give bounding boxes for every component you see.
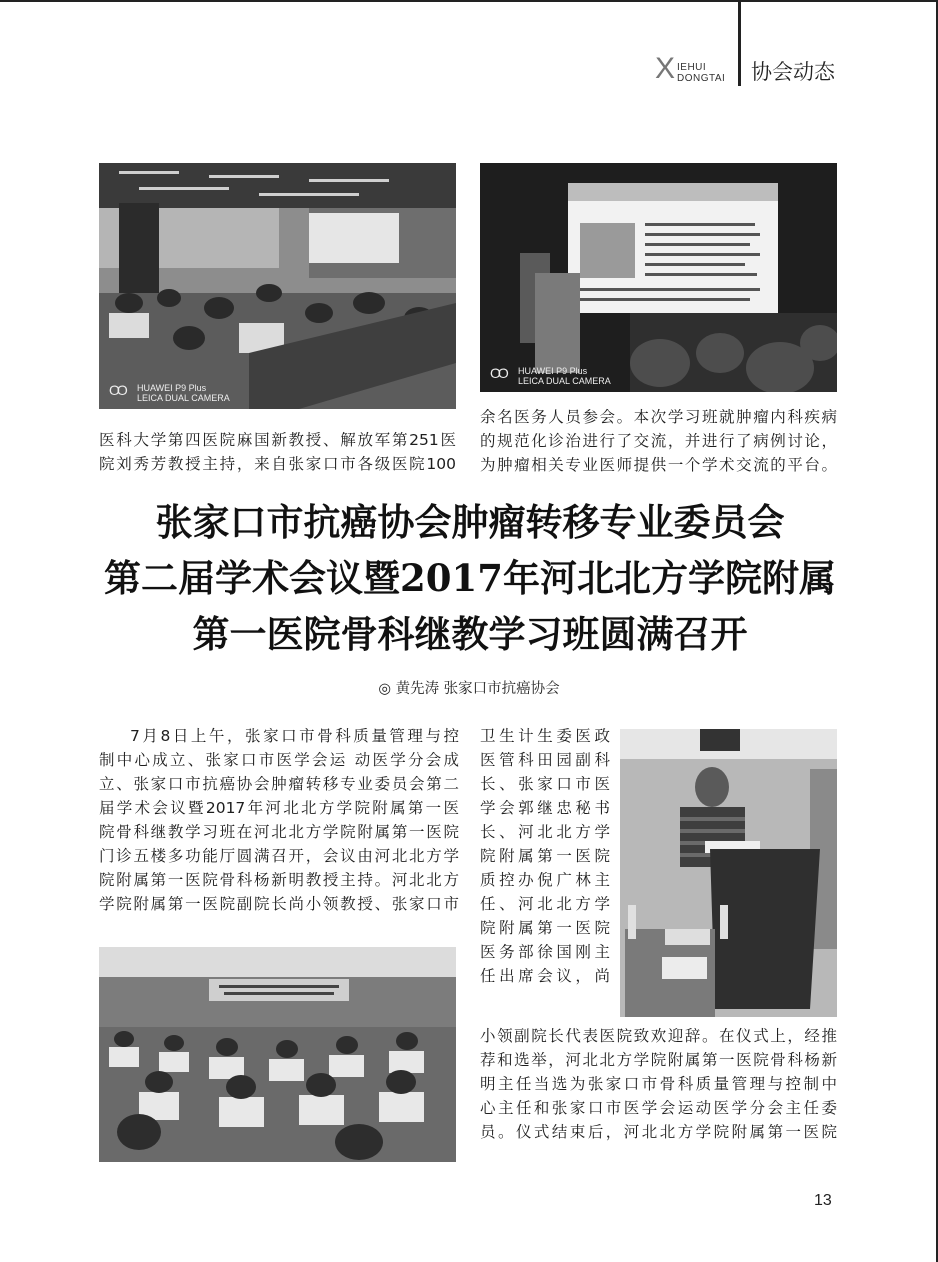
text-line: 心主任和张家口市医学会运动医学分会主任委 [480,1099,837,1117]
top-right-paragraph [480,405,837,477]
camera-line2: LEICA DUAL CAMERA [518,376,611,386]
text-line: 长、张家口市医 [480,775,610,793]
text-line: 小领副院长代表医院致欢迎辞。在仪式上，经推 [480,1027,837,1045]
logo-line1: IEHUI [677,62,707,73]
audience-photo [99,947,456,1162]
text-line: 门诊五楼多功能厅圆满召开，会议由河北北方学 [99,847,459,865]
text-line: 卫生计生委医政 [480,727,610,745]
text-line: 为肿瘤相关专业医师提供一个学术交流的平台。 [480,456,837,474]
section-title: 协会动态 [751,60,835,84]
camera-watermark [490,366,611,386]
text-line: 员。仪式结束后，河北北方学院附属第一医院 [480,1123,837,1141]
text-line: 7月8日上午，张家口市骨科质量管理与控 [130,727,459,745]
text-line: 明主任当选为张家口市骨科质量管理与控制中 [480,1075,837,1093]
article-author: ◎ 黄先涛 张家口市抗癌协会 [378,681,560,697]
text-line: 届学术会议暨2017年河北北方学院附属第一医 [99,799,459,817]
body-right-narrow-paragraph [480,724,610,988]
conference-room-photo [99,163,456,409]
expert-presentation-photo [480,163,837,392]
text-line: 余名医务人员参会。本次学习班就肿瘤内科疾病 [480,408,837,426]
text-line: 医科大学第四医院麻国新教授、解放军第251医 [99,431,456,449]
body-right-wide-paragraph [480,1024,837,1144]
text-line: 任出席会议，尚 [480,967,610,985]
top-left-paragraph [99,428,456,476]
header-divider [738,0,741,86]
text-line: 院骨科继教学习班在河北北方学院附属第一医院 [99,823,459,841]
logo-letter: X [655,52,676,85]
camera-rings-icon: OO [109,382,125,398]
camera-rings-icon: OO [490,365,506,381]
title-line: 第一医院骨科继教学习班圆满召开 [192,612,748,656]
text-line: 学院附属第一医院副院长尚小领教授、张家口市 [99,895,459,913]
page-frame-top [0,0,938,2]
text-line: 长、河北北方学 [480,823,610,841]
text-line: 院附属第一医院 [480,847,610,865]
camera-line2: LEICA DUAL CAMERA [137,393,230,403]
text-line: 院附属第一医院 [480,919,610,937]
title-line: 张家口市抗癌协会肿瘤转移专业委员会 [155,500,785,544]
camera-watermark [109,383,230,403]
camera-line1: HUAWEI P9 Plus [518,366,588,376]
text-line: 荐和选举，河北北方学院附属第一医院骨科杨新 [480,1051,837,1069]
text-line: 医管科田园副科 [480,751,610,769]
text-line: 制中心成立、张家口市医学会运 动医学分会成 [99,751,459,769]
text-line: 立、张家口市抗癌协会肿瘤转移专业委员会第二 [99,775,459,793]
speaker-photo [620,729,837,1017]
camera-line1: HUAWEI P9 Plus [137,383,207,393]
text-line: 的规范化诊治进行了交流，并进行了病例讨论， [480,432,837,450]
text-line: 医务部徐国刚主 [480,943,610,961]
text-line: 院附属第一医院骨科杨新明教授主持。河北北方 [99,871,459,889]
article-title [70,494,870,662]
text-line: 学会郭继忠秘书 [480,799,610,817]
logo-line2: DONGTAI [677,73,726,84]
title-line: 第二届学术会议暨2017年河北北方学院附属 [104,556,836,600]
text-line: 质控办倪广林主 [480,871,610,889]
body-left-paragraph [99,724,459,916]
text-line: 任、河北北方学 [480,895,610,913]
section-logo [655,52,735,88]
text-line: 院刘秀芳教授主持，来自张家口市各级医院100 [99,455,456,473]
page-number: 13 [814,1192,832,1209]
